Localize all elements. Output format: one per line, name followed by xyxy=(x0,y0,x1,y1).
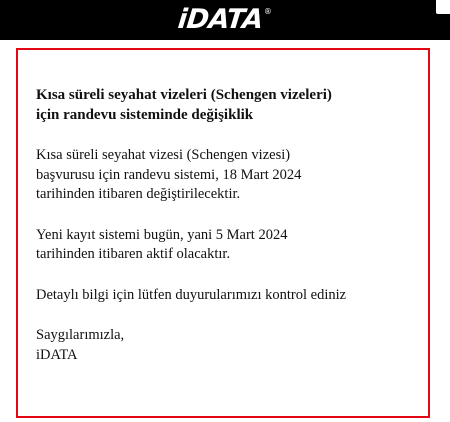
paragraph3: Detaylı bilgi için lütfen duyurularımızı kontrol ediniz xyxy=(36,286,347,303)
paragraph2-line2: tarihinden itibaren aktif olacaktır. xyxy=(36,246,231,262)
notice-title-line1: Kısa süreli seyahat vizeleri (Schengen vizeleri) xyxy=(36,87,332,103)
spacer xyxy=(36,205,416,226)
closing-line2: iDATA xyxy=(36,346,78,363)
spacer xyxy=(36,265,416,286)
paragraph1-line3: tarihinden itibaren değiştirilecektir. xyxy=(36,186,241,202)
paragraph2-line1: Yeni kayıt sistemi bugün, yani 5 Mart 2024 xyxy=(36,226,288,243)
idata-logo xyxy=(178,4,272,36)
header-bar xyxy=(0,0,450,40)
registered-mark: ® xyxy=(263,7,272,16)
notice-content xyxy=(36,85,416,365)
spacer xyxy=(36,305,416,326)
corner-badge xyxy=(436,0,450,14)
paragraph1-line2: başvurusu için randevu sistemi, 18 Mart 2024 xyxy=(36,166,302,183)
paragraph1-line1: Kısa süreli seyahat vizesi (Schengen vizesi) xyxy=(36,147,291,163)
spacer xyxy=(36,125,416,146)
logo-text: iDATA xyxy=(176,4,265,35)
notice-title-line2: için randevu sisteminde değişiklik xyxy=(36,107,254,123)
closing-line1: Saygılarımızla, xyxy=(36,327,125,343)
